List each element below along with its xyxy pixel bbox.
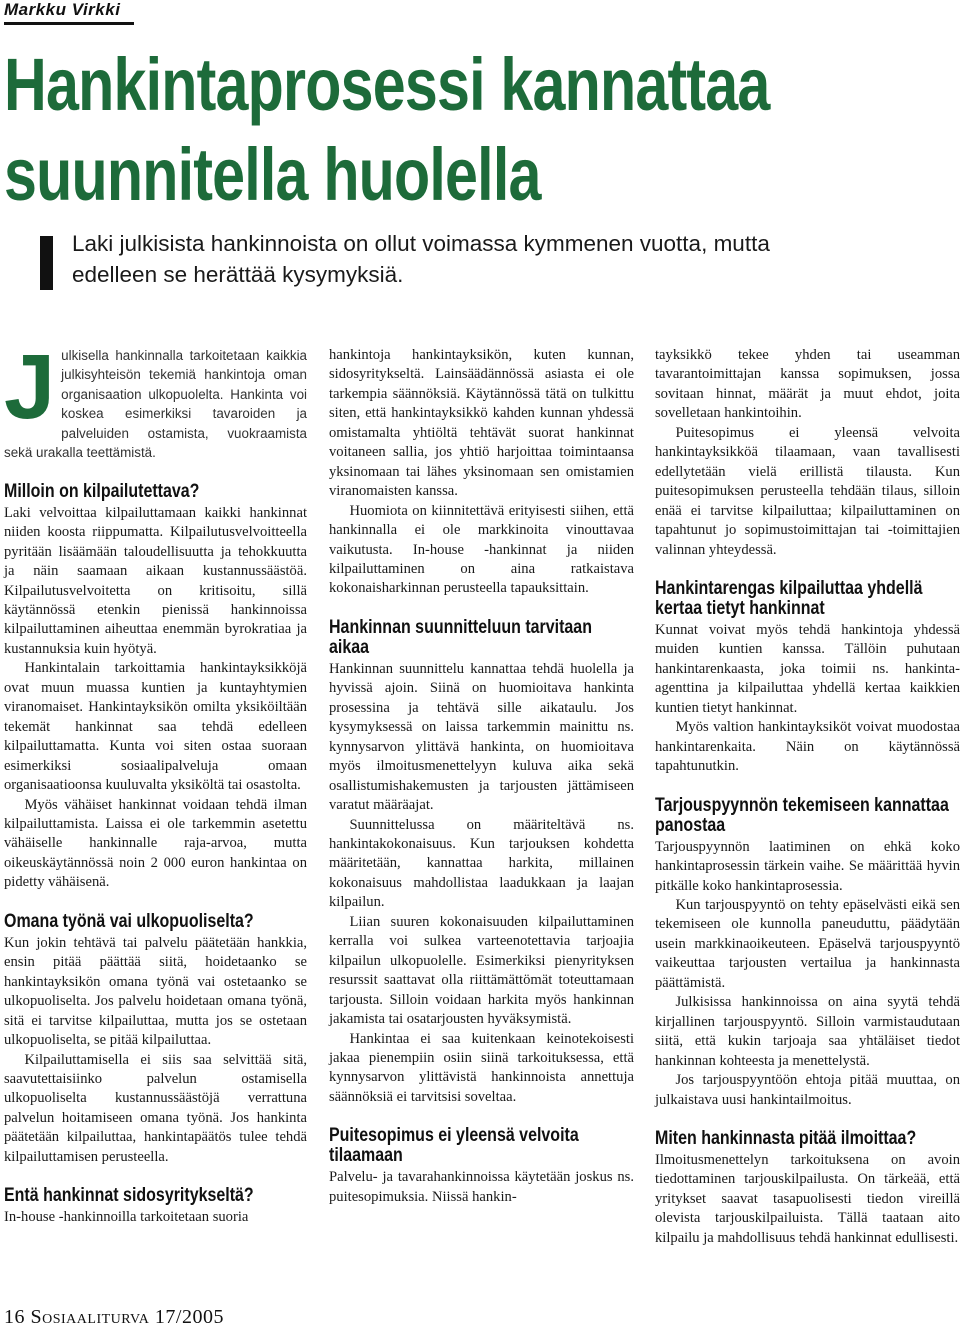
paragraph: In-house -hankinnoilla tarkoitetaan suoria (4, 1209, 249, 1226)
paragraph: Suunnittelussa on määriteltävä ns. hankintakokonaisuus. Kun tarjouksen kohdetta määritetään, kannattaa harkita, millainen kokonaisuus mahdollistaa laadukkaan ja laajan kilpailun. (329, 816, 634, 911)
paragraph: Ilmoitusmenettelyn tarkoituksena on avoin tiedottaminen tarjouskilpailusta. On tärkeää, että yritykset saavat tasapuolisesti tiedon vireillä olevista tarjouskilpailuista. Tällä taataan aito kilpailu ja mahdollisuus tehdä hankinnat edullisesti. (655, 1151, 960, 1246)
column-3 (655, 346, 960, 1248)
subheading: Miten hankinnasta pitää ilmoittaa? (655, 1126, 917, 1149)
paragraph: Puitesopimus ei yleensä velvoita hankintayksikköä tilaamaan, vaan tavallisesti edellytetään vielä erillistä tilausta. Kun puitesopimuksen perusteella tehdään tilaus, silloin enää ei tarvitse kilpailuttaa; kilpailuttaminen on tapahtunut jo sopimustoimittajan tai -toimittajien valinnan yhteydessä. (655, 424, 960, 558)
paragraph: Kun jokin tehtävä tai palvelu päätetään hankkia, ensin pitää päättää siitä, hoidetaanko se hankintayksikön omana työnä vai ostetaanko se ulkopuoliselta. Jos palvelu hoidetaan omana työnä, sitä ei tarvitse kilpailuttaa, mutta jos se ostetaan ulkopuoliselta, se pitää kilpailuttaa. (4, 934, 307, 1049)
subheading: Omana työnä vai ulkopuoliselta? (4, 909, 254, 932)
paragraph: Tarjouspyynnön laatiminen on ehkä koko hankintaprosessin tärkein vaihe. Se määrittää hyvin pitkälle koko hankintaprosessia. (655, 838, 960, 894)
paragraph: Hankinnan suunnittelu kannattaa tehdä huolella ja hyvissä ajoin. Siinä on huomioitava hankinta prosessina ja tehtävä sille aikataulu. Jos kysymyksessä on laissa tarkemmin mainittu ns. kynnysarvon ylittävä hankinta, on huomioitava myös ilmoitusmenettelyyn kuluva aika sekä osallistumishakemusten ja tarjousten jättämiseen varatut määräajat. (329, 660, 634, 814)
paragraph: Myös vähäiset hankinnat voidaan tehdä ilman kilpailuttamista. Laissa ei ole tarkemmin asetettu vähäiselle hankinnalle raja-arvoa, mutta oikeuskäytännössä noin 2 000 euron hankintaa on pidetty vähäisenä. (4, 796, 307, 891)
paragraph: Huomiota on kiinnitettävä erityisesti siihen, että hankinnalla ei ole markkinoita vinouttavaa vaikutusta. In-house -hankinnat ja niiden kilpailuttaminen on aina ratkaistava kokonaisharkinnan perusteella tapauksittain. (329, 502, 634, 597)
subheading: Milloin on kilpailutettava? (4, 479, 200, 502)
lead-bar (40, 236, 53, 290)
paragraph: Hankintalain tarkoittamia hankintayksikköjä ovat muun muassa kuntien ja kuntayhtymien viranomaiset. Hankintayksikön omilta yksiköiltään tekemät hankinnat saa tehdä edelleen kilpailuttamatta. Kunta voi siten ostaa suoraan esimerkiksi sosiaalipalveluja omaan organisaatioonsa kuuluvalta yksiköltä tai osastolta. (4, 660, 307, 794)
paragraph: Jos tarjouspyyntöön ehtoja pitää muuttaa, on julkaistava uusi hankintailmoitus. (655, 1072, 960, 1108)
paragraph: Palvelu- ja tavarahankinnoissa käytetään joskus ns. puitesopimuksia. Niissä hankin- (329, 1169, 634, 1205)
subheading: Tarjouspyynnön tekemiseen kannattaa panostaa (655, 793, 949, 836)
author-name: Markku Virkki (4, 0, 121, 19)
title-line-1: Hankintaprosessi kannattaa (4, 43, 770, 126)
column-1 (4, 336, 307, 1228)
issue-number: 17/2005 (154, 1306, 224, 1328)
author-rule (4, 22, 134, 25)
page-number: 16 (4, 1306, 25, 1328)
drop-cap: J (4, 336, 56, 438)
paragraph: Myös valtion hankintayksiköt voivat muodostaa hankintarenkaita. Näin on käytännössä tapahtunutkin. (655, 719, 960, 775)
subheading: Puitesopimus ei yleensä velvoita tilaamaan (329, 1124, 579, 1167)
paragraph: Laki velvoittaa kilpailuttamaan kaikki hankinnat niiden koosta riippumatta. Kilpailutusvelvoitteella pyritään lisäämään taloudellisuutta ja tehokkuutta ja näin saamaan aikaan kustannussäästöä. Kilpailutusvelvoitetta on kritisoitu, sillä käytännössä etenkin pienissä hankinnoissa kilpailuttaminen aiheuttaa enemmän byrokratiaa ja kustannuksia kuin hyötyä. (4, 504, 307, 657)
subheading: Hankintarengas kilpailuttaa yhdellä kertaa tietyt hankinnat (655, 576, 923, 619)
article-title (4, 40, 770, 220)
paragraph: Julkisissa hankinnoissa on aina syytä tehdä kirjallinen tarjouspyyntö. Silloin varmistaudutaan siitä, että kukin tarjoaja saa yhtäläiset tiedot hankinnan kohteesta ja menettelystä. (655, 994, 960, 1069)
subheading: Entä hankinnat sidosyritykseltä? (4, 1184, 254, 1207)
subheading: Hankinnan suunnitteluun tarvitaan aikaa (329, 615, 592, 658)
magazine-name: Sosiaaliturva (30, 1306, 150, 1328)
paragraph: Hankintaa ei saa kuitenkaan keinotekoisesti jakaa pienempiin osiin siinä tarkoituksessa, että kynnysarvon ylittävistä hankinnoista annettuja säännöksiä ei tarvitsisi soveltaa. (329, 1030, 634, 1105)
paragraph: tayksikkö tekee yhden tai useamman tavarantoimittajan kanssa sopimuksen, jossa sovitaan hinnat, määrät ja muut ehdot, joita sovelletaan hankintoihin. (655, 347, 960, 422)
paragraph: Kunnat voivat myös tehdä hankintoja yhdessä muiden kuntien kanssa. Tällöin puhutaan hankintarenkaasta, joka toimii ns. hankinta-agenttina ja kilpailuttaa yhdellä kertaa kaikkien kuntien tietyt hankinnat. (655, 621, 960, 716)
lead-paragraph: Laki julkisista hankinnoista on ollut voimassa kymmenen vuotta, mutta edelleen se herättää kysymyksiä. (72, 231, 770, 287)
paragraph: Kun tarjouspyyntö on tehty epäselvästi eikä sen tekemiseen ole kunnolla paneuduttu, päädytään usein markkinaoikeuteen. Epäselvä tarjouspyyntö vaikeuttaa tarjousten vertailua ja hankinnasta päättämistä. (655, 896, 960, 991)
paragraph: Liian suuren kokonaisuuden kilpailuttaminen kerralla voi sulkea varteenotettavia tarjoajia kilpailun ulkopuolelle. Esimerkiksi pienyrityksen resurssit saattavat olla riittämättömät toteuttamaan tarjousta. Silloin voidaan harkita myös hankinnan jakamista tai osatarjousten hyväksymistä. (329, 913, 634, 1028)
page-footer (4, 1306, 224, 1329)
paragraph: hankintoja hankintayksikön, kuten kunnan, sidosyritykseltä. Lainsäädännössä asiasta ei ole tarkempia säännöksiä. Käytännössä tätä on tulkittu siten, että hankintayksikkö kahden kunnan yhdessä omistamalta yhtiöltä tehtävät suorat hankinnat voitaneen sallia, jos yhtiö harjoittaa toimintaansa yksinomaan tai lähes yksinomaan sen omistamien viranomaisten kanssa. (329, 347, 634, 500)
intro-paragraph (4, 336, 307, 463)
paragraph: Kilpailuttamisella ei siis saa selvittää sitä, saavutettaisiinko palvelun ostamisella ulkopuoliselta kustannussäästöjä verrattuna palvelun hoitamiseen omana työnä. Jos hankinta päätetään kilpailuttaa, hankintapäätös tulee tehdä kilpailuttamisen perusteella. (4, 1051, 307, 1165)
column-2 (329, 346, 634, 1207)
title-line-2: suunnitella huolella (4, 133, 541, 216)
intro-text: ulkisella hankinnalla tarkoitetaan kaikkia julkisyhteisön tekemiä hankintoja oman organisaation ulkopuolelta. Hankinta voi koskea esimerkiksi tavaroiden ja palveluiden ostamista, vuokraamista sekä urakalla teettämistä. (4, 348, 307, 461)
